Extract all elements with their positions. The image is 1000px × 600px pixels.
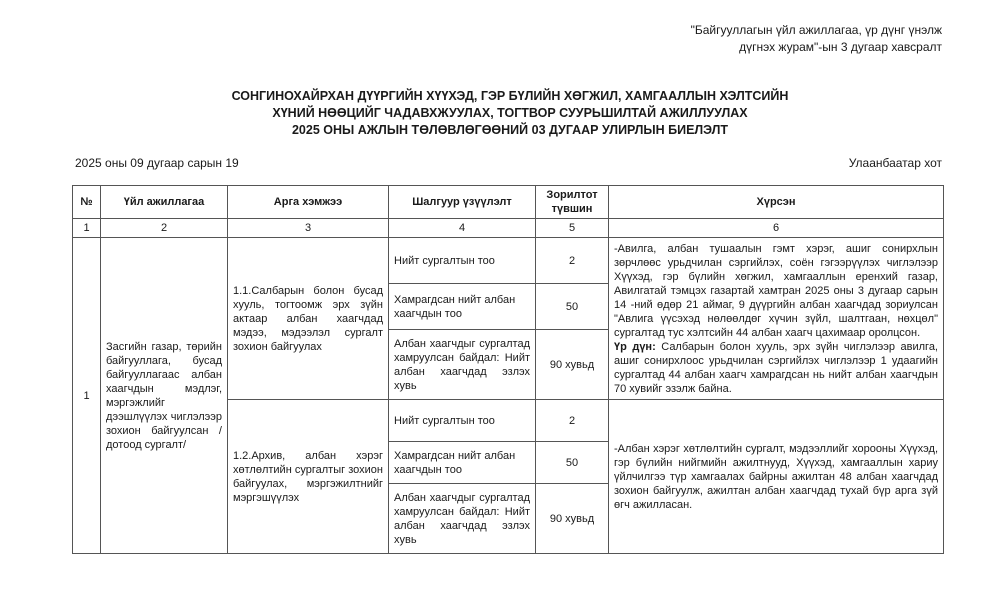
- annex-line-2: дүгнэх журам"-ын 3 дугаар хавсралт: [739, 40, 942, 54]
- result-text: Салбарын болон хууль, эрх зүйн чиглэлээр авилга, ашиг сонирхлоос урьдчилан сэргийлэх чиглэлээр 1 удаагийн сургалтад 44 албан хаагч хамрагдсан нь нийт албан хаагчдын 70 хувийг эзэлж байна.: [614, 340, 938, 395]
- header-no: №: [73, 186, 101, 219]
- header-measure: Арга хэмжээ: [228, 186, 389, 219]
- indicator-target: 50: [536, 442, 609, 484]
- column-number: 6: [609, 219, 944, 238]
- title-line-2: ХҮНИЙ НӨӨЦИЙГ ЧАДАВХЖУУЛАХ, ТОГТВОР СУУРЬШИЛТАЙ АЖИЛЛУУЛАХ: [272, 106, 748, 120]
- indicator-target: 50: [536, 284, 609, 330]
- title-line-1: СОНГИНОХАЙРХАН ДҮҮРГИЙН ХҮҮХЭД, ГЭР БҮЛИЙН ХӨГЖИЛ, ХАМГААЛЛЫН ХЭЛТСИЙН: [231, 89, 789, 103]
- header-activity: Үйл ажиллагаа: [101, 186, 228, 219]
- result-paragraph: [614, 340, 938, 396]
- column-number: 2: [101, 219, 228, 238]
- column-number: 4: [389, 219, 536, 238]
- column-number: 1: [73, 219, 101, 238]
- indicator-target: 2: [536, 238, 609, 284]
- document-date: 2025 оны 09 дугаар сарын 19: [75, 156, 239, 170]
- column-number-row: [73, 219, 944, 238]
- plan-table: [72, 185, 944, 554]
- indicator-label: Нийт сургалтын тоо: [389, 238, 536, 284]
- indicator-target: 90 хувьд: [536, 330, 609, 400]
- column-number: 3: [228, 219, 389, 238]
- document-city: Улаанбаатар хот: [848, 156, 942, 170]
- measure-1-2: 1.2.Архив, албан хэрэг хөтлөлтийн сургалтыг зохион байгуулах, мэргэжилтнийг мэргэшүүлэх: [228, 400, 389, 554]
- indicator-label: Албан хаагчдыг сургалтад хамруулсан байдал: Нийт албан хаагчдад эзлэх хувь: [389, 484, 536, 554]
- header-target: Зорилтот түвшин: [536, 186, 609, 219]
- header-achieved: Хүрсэн: [609, 186, 944, 219]
- achieved-text: -Авилга, албан тушаалын гэмт хэрэг, ашиг сонирхлын зөрчлөөс урьдчилан сэргийлэх, соён гэгээрүүлэх чиглэлээр Хүүхэд, гэр бүлийн хөгжил, хамгааллын еренхий газар, Авилгатай тэмцэх газартай хамтран 2025 оны 3 дугаар сарын 14 -ний өдөр 21 аймаг, 9 дүүргийн албан хаагчдад зориулсан "Авлига үүсэхэд нөлөөлдөг хүчин зүйл, шалтгаан, нөхцөл" сургалтад тус хэлтсийн 44 албан хаагч цахимаар оролцсон.: [614, 242, 938, 339]
- achieved-1-1: [609, 238, 944, 400]
- row-number: 1: [73, 238, 101, 554]
- indicator-label: Хамрагдсан нийт албан хаагчдын тоо: [389, 442, 536, 484]
- title-line-3: 2025 ОНЫ АЖЛЫН ТӨЛӨВЛӨГӨӨНИЙ 03 ДУГААР УЛИРЛЫН БИЕЛЭЛТ: [291, 123, 729, 137]
- indicator-label: Нийт сургалтын тоо: [389, 400, 536, 442]
- measure-1-1: 1.1.Салбарын болон бусад хууль, тогтоомж эрх зүйн актаар албан хаагчдад мэдээ, мэдээлэл сургалт зохион байгуулах: [228, 238, 389, 400]
- table-row: [73, 238, 944, 284]
- column-number: 5: [536, 219, 609, 238]
- activity-cell: Засгийн газар, төрийн байгууллага, бусад байгууллагаас албан хаагчдын мэдлэг, мэргэжлийг дээшлүүлэх чиглэлээр зохион байгуулсан /дотоод сургалт/: [101, 238, 228, 554]
- annex-line-1: "Байгууллагын үйл ажиллагаа, үр дүнг үнэлж: [690, 23, 942, 37]
- indicator-target: 90 хувьд: [536, 484, 609, 554]
- indicator-label: Албан хаагчдыг сургалтад хамруулсан байдал: Нийт албан хаагчдад эзлэх хувь: [389, 330, 536, 400]
- indicator-target: 2: [536, 400, 609, 442]
- document-title: [120, 88, 900, 139]
- header-indicator: Шалгуур үзүүлэлт: [389, 186, 536, 219]
- header-row: [73, 186, 944, 219]
- result-label: Үр дүн:: [614, 340, 656, 353]
- indicator-label: Хамрагдсан нийт албан хаагчдын тоо: [389, 284, 536, 330]
- annex-reference: [612, 22, 942, 56]
- achieved-1-2: -Албан хэрэг хөтлөлтийн сургалт, мэдээллийг хорооны Хүүхэд, гэр бүлийн нийгмийн ажилтнууд, Хүүхэд, хамгааллын хариу үйлчилгээ түр хамгаалах байрны ажилтан 48 албан хаагчдад зохион байгуулж, ажилтан албан хаагчдад тухай бүр арга зүй өгч ажилласан.: [609, 400, 944, 554]
